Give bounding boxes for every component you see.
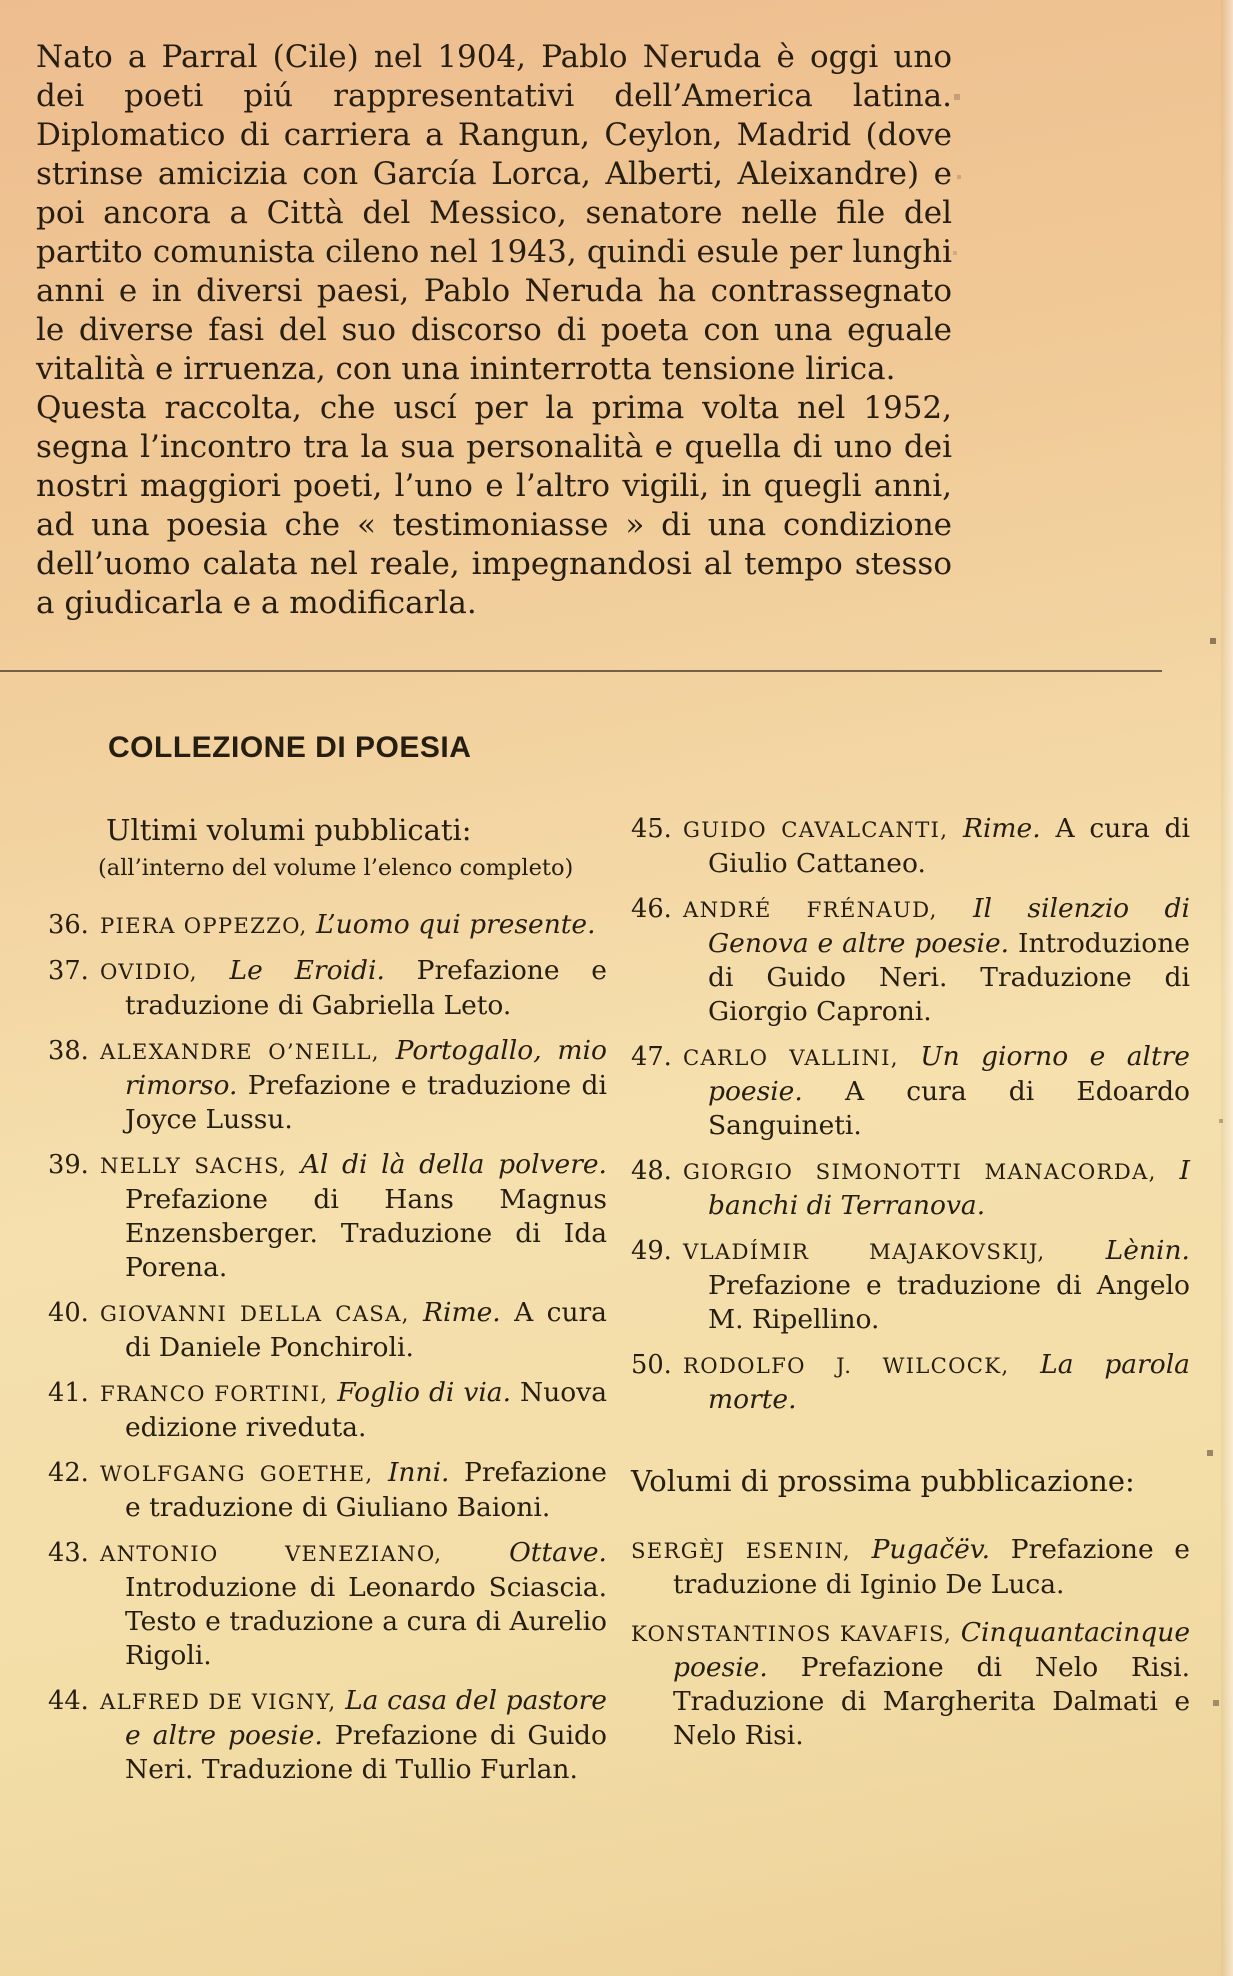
catalog-entry	[48, 1148, 607, 1285]
bio-paragraph: Nato a Parral (Cile) nel 1904, Pablo Neruda è oggi uno dei poeti piú rappresentativi dell’America latina. Diplomatico di carriera a Rangun, Ceylon, Madrid (dove strinse amicizia con García Lorca, Alberti, Aleixandre) e poi ancora a Città del Messico, senatore nelle file del partito comunista cileno nel 1943, quindi esule per lunghi anni e in diversi paesi, Pablo Neruda ha contrassegnato le diverse fasi del suo discorso di poeta con una eguale vitalità e irruenza, con una ininterrotta tensione lirica.	[36, 39, 952, 387]
entry-description: Prefazione e traduzione di Gabriella Leto.	[125, 955, 607, 1021]
entry-number: 47.	[631, 1042, 672, 1072]
entry-description: Prefazione e traduzione di Giuliano Baioni.	[125, 1457, 607, 1523]
entry-author: PIERA OPPEZZO,	[100, 913, 308, 938]
catalog-entry	[631, 1234, 1190, 1337]
entry-number: 48.	[631, 1156, 672, 1186]
entry-description: Prefazione e traduzione di Joyce Lussu.	[125, 1070, 607, 1135]
scan-artifacts	[0, 0, 2, 2]
entry-title: I banchi di Terranova.	[708, 1155, 1190, 1221]
entry-author: ANTONIO VENEZIANO,	[100, 1541, 443, 1566]
left-column-heading: Ultimi volumi pubblicati:	[106, 813, 472, 847]
entry-number: 46.	[631, 894, 672, 924]
entry-number: 45.	[631, 814, 672, 844]
entry-number: 41.	[48, 1378, 89, 1408]
entry-title: Le Eroidi.	[229, 955, 385, 986]
catalog-entry	[48, 1296, 607, 1365]
catalog-left-column	[48, 812, 607, 1798]
upcoming-heading: Volumi di prossima pubblicazione:	[631, 1464, 1135, 1498]
catalog-entry	[48, 1684, 607, 1787]
entry-author: ALEXANDRE O’NEILL,	[100, 1039, 380, 1064]
entry-author: FRANCO FORTINI,	[100, 1381, 329, 1406]
divider-rule	[0, 670, 1162, 672]
entry-author: ALFRED DE VIGNY,	[100, 1689, 337, 1714]
entry-number: 43.	[48, 1538, 89, 1568]
catalog-entry	[631, 1348, 1190, 1417]
entry-title: La parola morte.	[708, 1349, 1190, 1415]
entry-title: La casa del pastore e altre poesie.	[125, 1685, 607, 1751]
entry-title: Pugačëv.	[871, 1534, 991, 1565]
entry-title: Lènin.	[1105, 1235, 1190, 1266]
entry-author: OVIDIO,	[100, 959, 198, 984]
entry-title: Rime.	[963, 813, 1041, 844]
entry-author: CARLO VALLINI,	[683, 1045, 899, 1070]
entry-description: A cura di Giulio Cattaneo.	[708, 813, 1190, 879]
catalog-entries-upcoming	[631, 1533, 1190, 1753]
catalog-entry	[631, 1154, 1190, 1223]
entry-title: Rime.	[423, 1297, 501, 1328]
entry-description: A cura di Edoardo Sanguineti.	[708, 1076, 1190, 1141]
left-column-subheading: (all’interno del volume l’elenco completo)	[98, 855, 574, 881]
entry-author: GIORGIO SIMONOTTI MANACORDA,	[683, 1159, 1157, 1184]
entry-description: A cura di Daniele Ponchiroli.	[125, 1297, 607, 1363]
entry-number: 50.	[631, 1350, 672, 1380]
catalog-entry	[48, 954, 607, 1023]
entry-author: RODOLFO J. WILCOCK,	[683, 1353, 1010, 1378]
entry-author: NELLY SACHS,	[100, 1153, 288, 1178]
entry-title: Un giorno e altre poesie.	[708, 1041, 1190, 1107]
catalog-entry	[48, 1034, 607, 1137]
scan-edge-shading	[1221, 0, 1233, 1976]
bio-paragraph: Questa raccolta, che uscí per la prima volta nel 1952, segna l’incontro tra la sua personalità e quella di uno dei nostri maggiori poeti, l’uno e l’altro vigili, in quegli anni, ad una poesia che « testimoniasse » di una condizione dell’uomo calata nel reale, impegnandosi al tempo stesso a giudicarla e a modificarla.	[36, 390, 952, 621]
upcoming-entry	[631, 1533, 1190, 1602]
entry-author: GIOVANNI DELLA CASA,	[100, 1301, 410, 1326]
entry-author: ANDRÉ FRÉNAUD,	[683, 897, 938, 922]
catalog-entry	[631, 812, 1190, 881]
entry-author: GUIDO CAVALCANTI,	[683, 817, 949, 842]
entry-number: 38.	[48, 1036, 89, 1066]
entry-number: 42.	[48, 1458, 89, 1488]
entry-description: Prefazione di Guido Neri. Traduzione di Tullio Furlan.	[125, 1720, 607, 1785]
entry-title: Ottave.	[509, 1537, 607, 1568]
entry-author: WOLFGANG GOETHE,	[100, 1461, 374, 1486]
entry-number: 37.	[48, 956, 89, 986]
upcoming-entry	[631, 1616, 1190, 1753]
entry-author: SERGÈJ ESENIN,	[631, 1538, 851, 1563]
entry-number: 49.	[631, 1236, 672, 1266]
catalog-entry	[48, 908, 607, 943]
catalog-columns	[48, 812, 1190, 1798]
entry-number: 40.	[48, 1298, 89, 1328]
entry-description: Prefazione e traduzione di Angelo M. Ripellino.	[708, 1270, 1190, 1335]
catalog-entry	[631, 892, 1190, 1029]
catalog-entry	[48, 1536, 607, 1673]
entry-number: 39.	[48, 1150, 89, 1180]
series-title: COLLEZIONE DI POESIA	[108, 731, 472, 764]
entry-title: Inni.	[387, 1457, 450, 1488]
entry-description: Introduzione di Guido Neri. Traduzione di Giorgio Caproni.	[708, 928, 1190, 1027]
entry-description: Nuova edizione riveduta.	[125, 1377, 607, 1443]
entry-description: Prefazione di Nelo Risi. Traduzione di Margherita Dalmati e Nelo Risi.	[673, 1652, 1190, 1751]
entry-number: 44.	[48, 1686, 89, 1716]
catalog-entry	[48, 1456, 607, 1525]
entry-author: KONSTANTINOS KAVAFIS,	[631, 1621, 953, 1646]
catalog-entry	[631, 1040, 1190, 1143]
entry-number: 36.	[48, 910, 89, 940]
entry-title: Portogallo, mio rimorso.	[125, 1035, 607, 1101]
entry-description: Introduzione di Leonardo Sciascia. Testo e traduzione a cura di Aurelio Rigoli.	[125, 1572, 607, 1671]
entry-title: Al di là della polvere.	[300, 1149, 607, 1180]
catalog-right-column	[631, 812, 1190, 1798]
catalog-entry	[48, 1376, 607, 1445]
catalog-entries-left	[48, 908, 607, 1787]
entry-title: Cinquantacinque poesie.	[673, 1617, 1190, 1683]
bio-text-block	[36, 38, 952, 623]
entry-title: Il silenzio di Genova e altre poesie.	[708, 893, 1190, 959]
entry-description: Prefazione e traduzione di Iginio De Luca.	[673, 1534, 1190, 1600]
entry-title: Foglio di via.	[337, 1377, 512, 1408]
catalog-entries-right	[631, 812, 1190, 1417]
entry-title: L’uomo qui presente.	[315, 909, 596, 940]
entry-description: Prefazione di Hans Magnus Enzensberger. Traduzione di Ida Porena.	[125, 1184, 607, 1283]
entry-author: VLADÍMIR MAJAKOVSKIJ,	[683, 1239, 1046, 1264]
